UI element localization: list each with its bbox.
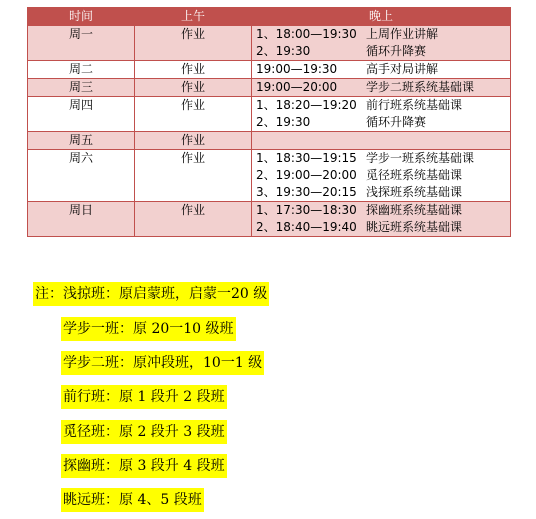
note-xuebu2: 学步二班：原冲段班，10一1 级 xyxy=(61,351,264,375)
morning-cell: 作业 xyxy=(135,132,252,150)
note-xuebu1: 学步一班：原 20一10 级班 xyxy=(61,317,236,341)
day-label: 周三 xyxy=(28,79,135,97)
morning-cell: 作业 xyxy=(135,97,252,132)
slot-course: 眺远班系统基础课 xyxy=(366,220,463,234)
morning-cell: 作业 xyxy=(135,61,252,79)
slot-time: 19:00—20:00 xyxy=(256,80,338,94)
slot-course: 浅探班系统基础课 xyxy=(366,185,463,199)
slot-course: 上周作业讲解 xyxy=(366,27,439,41)
slot-course: 觅径班系统基础课 xyxy=(366,168,463,182)
day-label: 周六 xyxy=(28,150,135,202)
slot-course: 学步二班系统基础课 xyxy=(366,80,475,94)
header-evening: 晚上 xyxy=(252,8,511,26)
slot-time: 2、19:30 xyxy=(256,115,311,129)
note-qianlue: 注：浅掠班：原启蒙班，启蒙一20 级 xyxy=(33,282,269,306)
slot-time: 2、18:40—19:40 xyxy=(256,220,357,234)
slot-time: 2、19:00—20:00 xyxy=(256,168,357,182)
slot-time: 3、19:30—20:15 xyxy=(256,185,357,199)
note-qianxing: 前行班：原 1 段升 2 段班 xyxy=(61,385,227,409)
slot-time: 19:00—19:30 xyxy=(256,62,338,76)
day-label: 周五 xyxy=(28,132,135,150)
slot-time: 1、17:30—18:30 xyxy=(256,203,357,217)
day-label: 周一 xyxy=(28,26,135,61)
slot-time: 1、18:30—19:15 xyxy=(256,151,357,165)
slot-time: 1、18:20—19:20 xyxy=(256,98,357,112)
day-label: 周四 xyxy=(28,97,135,132)
morning-cell: 作业 xyxy=(135,26,252,61)
slot-time: 2、19:30 xyxy=(256,44,311,58)
slot-course: 高手对局讲解 xyxy=(366,62,439,76)
slot-course: 循环升降赛 xyxy=(366,44,427,58)
day-label: 周二 xyxy=(28,61,135,79)
morning-cell: 作业 xyxy=(135,79,252,97)
morning-cell: 作业 xyxy=(135,150,252,202)
slot-course: 循环升降赛 xyxy=(366,115,427,129)
slot-course: 前行班系统基础课 xyxy=(366,98,463,112)
header-morning: 上午 xyxy=(135,8,252,26)
note-tanyou: 探幽班：原 3 段升 4 段班 xyxy=(61,454,227,478)
slot-course: 探幽班系统基础课 xyxy=(366,203,463,217)
slot-course: 学步一班系统基础课 xyxy=(366,151,475,165)
day-label: 周日 xyxy=(28,202,135,237)
note-tiaoyuan: 眺远班：原 4、5 段班 xyxy=(61,488,204,512)
note-mijing: 觅径班：原 2 段升 3 段班 xyxy=(61,420,227,444)
header-time: 时间 xyxy=(28,8,135,26)
slot-time: 1、18:00—19:30 xyxy=(256,27,357,41)
morning-cell: 作业 xyxy=(135,202,252,237)
